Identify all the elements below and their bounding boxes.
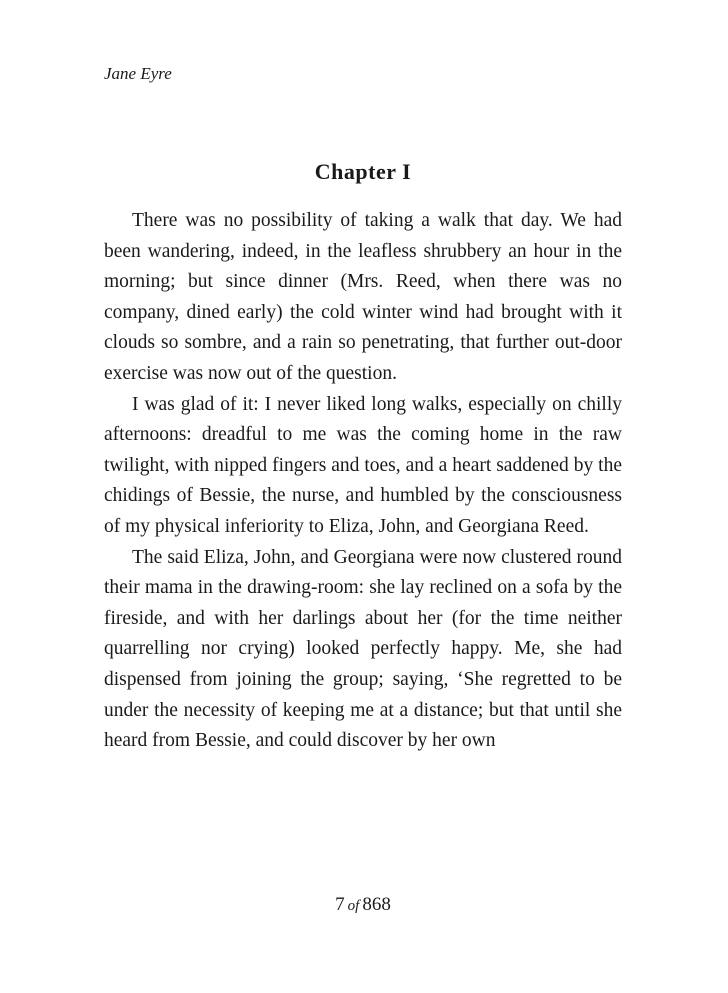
body-text xyxy=(104,206,622,757)
total-page-count: 868 xyxy=(362,894,391,915)
page-number xyxy=(104,893,622,918)
chapter-title: Chapter I xyxy=(314,159,412,184)
paragraph: There was no possibility of taking a walk that day. We had been wandering, indeed, in the leafless shrubbery an hour in the morning; but since dinner (Mrs. Reed, when there was no company, dined early) the cold winter wind had brought with it clouds so sombre, and a rain so penetrating, that further out-door exercise was now out of the question. xyxy=(104,210,622,384)
paragraph: The said Eliza, John, and Georgiana were now clustered round their mama in the drawing-room: she lay reclined on a sofa by the fireside, and with her darlings about her (for the time neither quarrelling nor crying) looked perfectly happy. Me, she had dispensed from joining the group; saying, ‘She regretted to be under the necessity of keeping me at a distance; but that until she heard from Bessie, and could discover by her own xyxy=(104,546,622,752)
current-page-number: 7 xyxy=(335,894,345,915)
page-number-separator: of xyxy=(347,898,360,914)
running-header: Jane Eyre xyxy=(104,64,172,83)
paragraph: I was glad of it: I never liked long walks, especially on chilly afternoons: dreadful to me was the coming home in the raw twilight, with nipped fingers and toes, and a heart saddened by the chidings of Bessie, the nurse, and humbled by the consciousness of my physical inferiority to Eliza, John, and Georgiana Reed. xyxy=(104,393,622,537)
